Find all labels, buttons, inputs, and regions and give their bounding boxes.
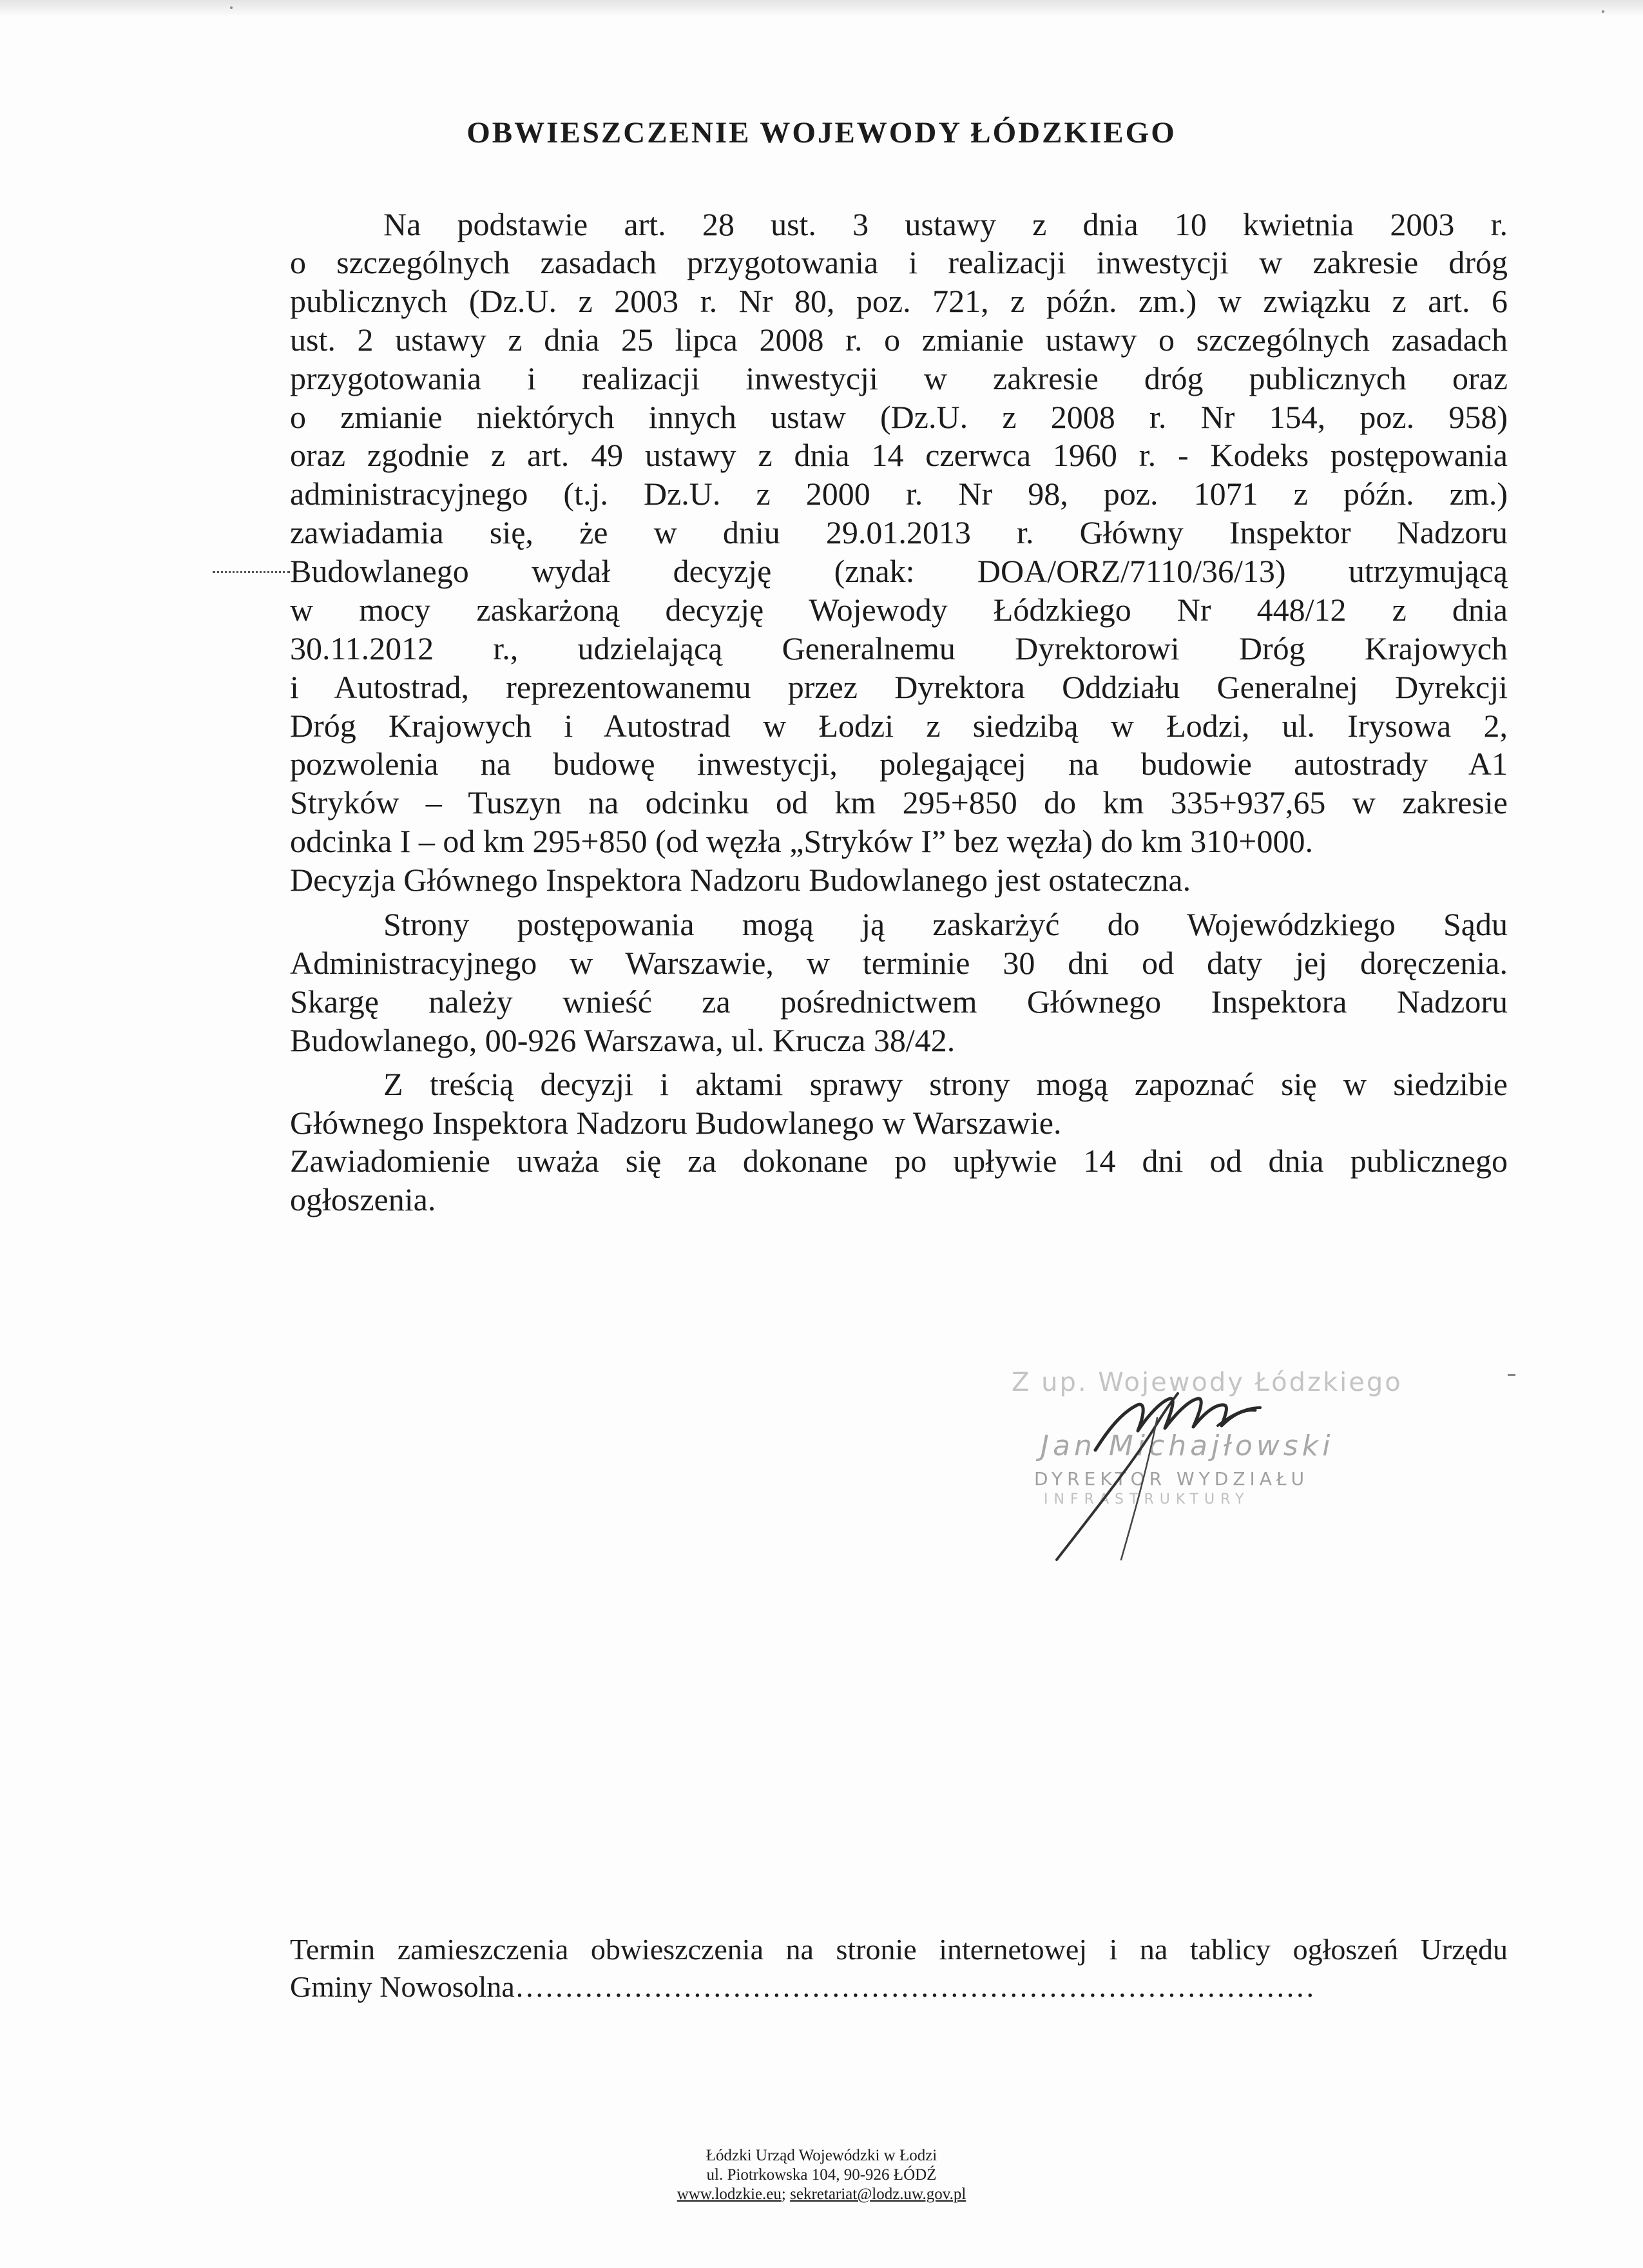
document-title: OBWIESZCZENIE WOJEWODY ŁÓDZKIEGO (466, 116, 1177, 150)
body-line: Stryków – Tuszyn na odcinku od km 295+850 do km 335+937,65 w zakresie (290, 784, 1508, 820)
body-line: ust. 2 ustawy z dnia 25 lipca 2008 r. o zmianie ustawy o szczególnych zasadach (290, 322, 1508, 358)
stamp-signatory-title: DYREKTOR WYDZIAŁU (1034, 1468, 1309, 1489)
body-line: Dróg Krajowych i Autostrad w Łodzi z siedzibą w Łodzi, ul. Irysowa 2, (290, 708, 1508, 744)
body-line: zawiadamia się, że w dniu 29.01.2013 r. Główny Inspektor Nadzoru (290, 514, 1508, 550)
body-line: Zawiadomienie uważa się za dokonane po upływie 14 dni od dnia publicznego (290, 1143, 1508, 1179)
body-line: ogłoszenia. (290, 1181, 436, 1217)
contact-separator: ; (781, 2186, 791, 2203)
body-line: o szczególnych zasadach przygotowania i realizacji inwestycji w zakresie dróg (290, 244, 1508, 280)
stamp-department: INFRASTRUKTURY (1044, 1491, 1250, 1507)
body-line: oraz zgodnie z art. 49 ustawy z dnia 14 czerwca 1960 r. - Kodeks postępowania (290, 437, 1508, 473)
body-line: Głównego Inspektora Nadzoru Budowlanego w Warszawie. (290, 1105, 1062, 1141)
body-line: Z treścią decyzji i aktami sprawy strony mogą zapoznać się w siedzibie (383, 1066, 1508, 1102)
body-line: Administracyjnego w Warszawie, w terminie 30 dni od daty jej doręczenia. (290, 945, 1508, 981)
margin-dotted-mark (213, 571, 290, 573)
body-line: Budowlanego wydał decyzję (znak: DOA/ORZ/7110/36/13) utrzymującą (290, 553, 1508, 589)
scan-dash-mark (1508, 1374, 1515, 1376)
body-line: o zmianie niektórych innych ustaw (Dz.U. z 2008 r. Nr 154, poz. 958) (290, 399, 1508, 435)
scan-speck (230, 6, 233, 9)
scan-top-edge (0, 0, 1643, 17)
body-line: 30.11.2012 r., udzielającą Generalnemu Dyrektorowi Dróg Krajowych (290, 630, 1508, 666)
body-line: publicznych (Dz.U. z 2003 r. Nr 80, poz. 721, z późn. zm.) w związku z art. 6 (290, 283, 1508, 319)
stamp-authorization-line: Z up. Wojewody Łódzkiego (1012, 1368, 1403, 1397)
stamp-signatory-name: Jan Michajłowski (1041, 1430, 1334, 1462)
body-line: i Autostrad, reprezentowanemu przez Dyrektora Oddziału Generalnej Dyrekcji (290, 669, 1508, 705)
email-link[interactable]: sekretariat@lodz.uw.gov.pl (790, 2186, 966, 2203)
body-line: odcinka I – od km 295+850 (od węzła „Stryków I” bez węzła) do km 310+000. (290, 823, 1313, 859)
body-line: w mocy zaskarżoną decyzję Wojewody Łódzkiego Nr 448/12 z dnia (290, 592, 1508, 628)
office-contact (0, 2185, 1643, 2204)
body-line: Strony postępowania mogą ją zaskarżyć do Wojewódzkiego Sądu (383, 906, 1508, 942)
office-address: ul. Piotrkowska 104, 90-926 ŁÓDŹ (706, 2166, 937, 2184)
office-name: Łódzki Urząd Wojewódzki w Łodzi (706, 2147, 937, 2164)
scan-speck (1602, 10, 1604, 13)
posting-note-line-2: Gminy Nowosolna……………………………………………………………………… (290, 1970, 1315, 2003)
posting-note-line-1: Termin zamieszczenia obwieszczenia na stronie internetowej i na tablicy ogłoszeń Urzędu (290, 1933, 1508, 1966)
body-line: Skargę należy wnieść za pośrednictwem Głównego Inspektora Nadzoru (290, 984, 1508, 1020)
body-line: administracyjnego (t.j. Dz.U. z 2000 r. Nr 98, poz. 1071 z późn. zm.) (290, 476, 1508, 512)
body-line: Budowlanego, 00-926 Warszawa, ul. Krucza 38/42. (290, 1022, 956, 1058)
body-line: przygotowania i realizacji inwestycji w zakresie dróg publicznych oraz (290, 360, 1508, 396)
handwritten-signature (1005, 1353, 1366, 1573)
body-line: Na podstawie art. 28 ust. 3 ustawy z dnia 10 kwietnia 2003 r. (383, 206, 1508, 242)
body-line: pozwolenia na budowę inwestycji, polegającej na budowie autostrady A1 (290, 746, 1508, 782)
website-link[interactable]: www.lodzkie.eu (677, 2186, 782, 2203)
body-line: Decyzja Głównego Inspektora Nadzoru Budowlanego jest ostateczna. (290, 862, 1191, 898)
